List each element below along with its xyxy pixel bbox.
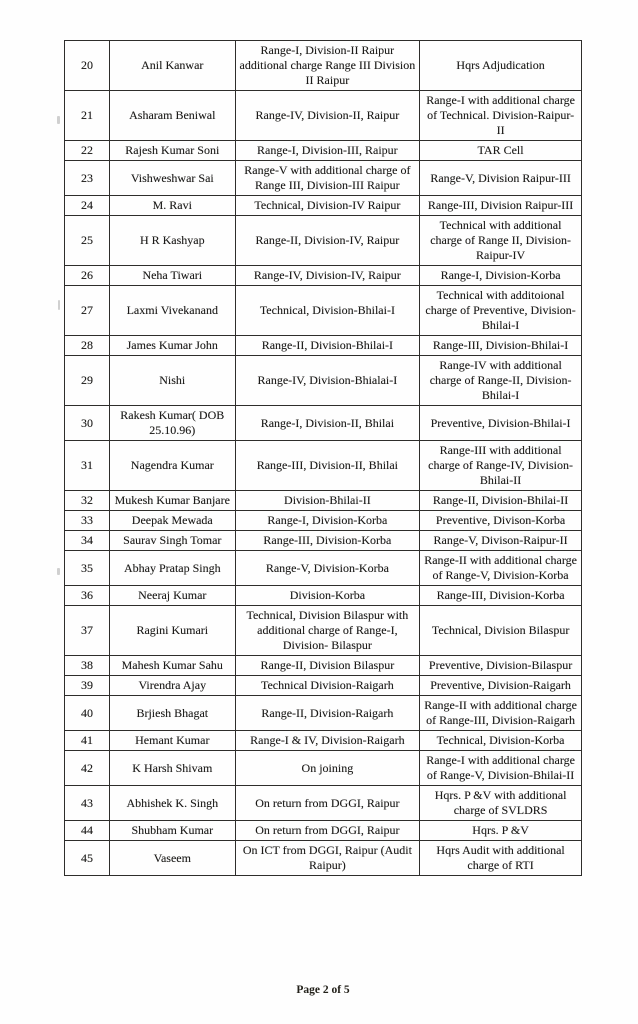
serial-number-cell: 23 (65, 161, 110, 196)
present-posting-cell: Range-III, Division-II, Bhilai (235, 441, 420, 491)
serial-number-cell: 22 (65, 141, 110, 161)
serial-number-cell: 31 (65, 441, 110, 491)
table-row (65, 841, 582, 876)
new-posting-cell: Range-III, Division Raipur-III (420, 196, 582, 216)
serial-number-cell: 37 (65, 606, 110, 656)
table-row (65, 821, 582, 841)
present-posting-cell: Range-I & IV, Division-Raigarh (235, 731, 420, 751)
present-posting-cell: Technical, Division Bilaspur with additional charge of Range-I, Division- Bilaspur (235, 606, 420, 656)
officer-name-cell: H R Kashyap (109, 216, 235, 266)
table-row (65, 586, 582, 606)
officer-name-cell: Anil Kanwar (109, 41, 235, 91)
table-row (65, 336, 582, 356)
officer-name-cell: Abhay Pratap Singh (109, 551, 235, 586)
present-posting-cell: Range-I, Division-II, Bhilai (235, 406, 420, 441)
serial-number-cell: 39 (65, 676, 110, 696)
present-posting-cell: Range-V, Division-Korba (235, 551, 420, 586)
new-posting-cell: Hqrs. P &V (420, 821, 582, 841)
serial-number-cell: 41 (65, 731, 110, 751)
officer-name-cell: James Kumar John (109, 336, 235, 356)
officer-name-cell: Ragini Kumari (109, 606, 235, 656)
present-posting-cell: Range-I, Division-II Raipur additional charge Range III Division II Raipur (235, 41, 420, 91)
new-posting-cell: Preventive, Divison-Korba (420, 511, 582, 531)
scan-artifact (57, 568, 60, 575)
new-posting-cell: Technical, Division-Korba (420, 731, 582, 751)
present-posting-cell: Technical Division-Raigarh (235, 676, 420, 696)
transfer-postings-table (64, 40, 582, 876)
officer-name-cell: Shubham Kumar (109, 821, 235, 841)
table-row (65, 216, 582, 266)
officer-name-cell: M. Ravi (109, 196, 235, 216)
new-posting-cell: Range-V, Divison-Raipur-II (420, 531, 582, 551)
serial-number-cell: 42 (65, 751, 110, 786)
new-posting-cell: Range-IV with additional charge of Range-II, Division-Bhilai-I (420, 356, 582, 406)
present-posting-cell: Range-IV, Division-Bhialai-I (235, 356, 420, 406)
new-posting-cell: Range-I with additional charge of Range-V, Division-Bhilai-II (420, 751, 582, 786)
serial-number-cell: 26 (65, 266, 110, 286)
new-posting-cell: Preventive, Division-Bhilai-I (420, 406, 582, 441)
officer-name-cell: Rakesh Kumar( DOB 25.10.96) (109, 406, 235, 441)
officer-name-cell: Nishi (109, 356, 235, 406)
postings-table-wrap (64, 40, 582, 876)
officer-name-cell: Abhishek K. Singh (109, 786, 235, 821)
present-posting-cell: Technical, Division-IV Raipur (235, 196, 420, 216)
serial-number-cell: 28 (65, 336, 110, 356)
new-posting-cell: TAR Cell (420, 141, 582, 161)
table-row (65, 656, 582, 676)
officer-name-cell: Virendra Ajay (109, 676, 235, 696)
officer-name-cell: Vaseem (109, 841, 235, 876)
serial-number-cell: 27 (65, 286, 110, 336)
present-posting-cell: Range-II, Division Bilaspur (235, 656, 420, 676)
new-posting-cell: Range-III with additional charge of Range-IV, Division-Bhilai-II (420, 441, 582, 491)
new-posting-cell: Preventive, Division-Raigarh (420, 676, 582, 696)
present-posting-cell: Range-II, Division-Bhilai-I (235, 336, 420, 356)
serial-number-cell: 45 (65, 841, 110, 876)
table-row (65, 266, 582, 286)
table-row (65, 91, 582, 141)
present-posting-cell: On ICT from DGGI, Raipur (Audit Raipur) (235, 841, 420, 876)
serial-number-cell: 34 (65, 531, 110, 551)
table-row (65, 551, 582, 586)
present-posting-cell: On joining (235, 751, 420, 786)
table-row (65, 441, 582, 491)
new-posting-cell: Technical with additional charge of Range II, Division-Raipur-IV (420, 216, 582, 266)
table-row (65, 606, 582, 656)
present-posting-cell: Technical, Division-Bhilai-I (235, 286, 420, 336)
officer-name-cell: Neha Tiwari (109, 266, 235, 286)
new-posting-cell: Preventive, Division-Bilaspur (420, 656, 582, 676)
present-posting-cell: Range-IV, Division-IV, Raipur (235, 266, 420, 286)
officer-name-cell: Vishweshwar Sai (109, 161, 235, 196)
table-row (65, 161, 582, 196)
new-posting-cell: Hqrs Audit with additional charge of RTI (420, 841, 582, 876)
serial-number-cell: 33 (65, 511, 110, 531)
new-posting-cell: Range-II with additional charge of Range-V, Division-Korba (420, 551, 582, 586)
present-posting-cell: Division-Korba (235, 586, 420, 606)
serial-number-cell: 38 (65, 656, 110, 676)
present-posting-cell: Division-Bhilai-II (235, 491, 420, 511)
officer-name-cell: Rajesh Kumar Soni (109, 141, 235, 161)
serial-number-cell: 32 (65, 491, 110, 511)
table-row (65, 406, 582, 441)
present-posting-cell: Range-IV, Division-II, Raipur (235, 91, 420, 141)
scan-artifact (58, 300, 60, 310)
new-posting-cell: Technical with additoional charge of Preventive, Division-Bhilai-I (420, 286, 582, 336)
new-posting-cell: Range-V, Division Raipur-III (420, 161, 582, 196)
new-posting-cell: Hqrs Adjudication (420, 41, 582, 91)
officer-name-cell: K Harsh Shivam (109, 751, 235, 786)
present-posting-cell: Range-II, Division-Raigarh (235, 696, 420, 731)
new-posting-cell: Hqrs. P &V with additional charge of SVLDRS (420, 786, 582, 821)
new-posting-cell: Range-II with additional charge of Range-III, Division-Raigarh (420, 696, 582, 731)
table-row (65, 696, 582, 731)
officer-name-cell: Mahesh Kumar Sahu (109, 656, 235, 676)
new-posting-cell: Range-II, Division-Bhilai-II (420, 491, 582, 511)
table-row (65, 751, 582, 786)
table-row (65, 731, 582, 751)
serial-number-cell: 44 (65, 821, 110, 841)
officer-name-cell: Mukesh Kumar Banjare (109, 491, 235, 511)
present-posting-cell: Range-V with additional charge of Range III, Division-III Raipur (235, 161, 420, 196)
table-row (65, 491, 582, 511)
serial-number-cell: 43 (65, 786, 110, 821)
officer-name-cell: Hemant Kumar (109, 731, 235, 751)
table-row (65, 141, 582, 161)
table-row (65, 676, 582, 696)
serial-number-cell: 29 (65, 356, 110, 406)
serial-number-cell: 36 (65, 586, 110, 606)
table-row (65, 286, 582, 336)
present-posting-cell: Range-III, Division-Korba (235, 531, 420, 551)
new-posting-cell: Technical, Division Bilaspur (420, 606, 582, 656)
present-posting-cell: On return from DGGI, Raipur (235, 786, 420, 821)
present-posting-cell: Range-I, Division-Korba (235, 511, 420, 531)
serial-number-cell: 25 (65, 216, 110, 266)
new-posting-cell: Range-III, Division-Korba (420, 586, 582, 606)
table-row (65, 511, 582, 531)
officer-name-cell: Neeraj Kumar (109, 586, 235, 606)
serial-number-cell: 30 (65, 406, 110, 441)
officer-name-cell: Saurav Singh Tomar (109, 531, 235, 551)
page-footer: Page 2 of 5 (296, 984, 350, 996)
table-row (65, 531, 582, 551)
serial-number-cell: 24 (65, 196, 110, 216)
present-posting-cell: Range-II, Division-IV, Raipur (235, 216, 420, 266)
new-posting-cell: Range-III, Division-Bhilai-I (420, 336, 582, 356)
serial-number-cell: 20 (65, 41, 110, 91)
present-posting-cell: On return from DGGI, Raipur (235, 821, 420, 841)
scan-artifact (57, 116, 60, 124)
officer-name-cell: Nagendra Kumar (109, 441, 235, 491)
serial-number-cell: 35 (65, 551, 110, 586)
officer-name-cell: Brjiesh Bhagat (109, 696, 235, 731)
officer-name-cell: Asharam Beniwal (109, 91, 235, 141)
table-row (65, 41, 582, 91)
new-posting-cell: Range-I with additional charge of Technical. Division-Raipur-II (420, 91, 582, 141)
serial-number-cell: 40 (65, 696, 110, 731)
present-posting-cell: Range-I, Division-III, Raipur (235, 141, 420, 161)
table-row (65, 356, 582, 406)
officer-name-cell: Laxmi Vivekanand (109, 286, 235, 336)
postings-table-body (65, 41, 582, 876)
table-row (65, 786, 582, 821)
table-row (65, 196, 582, 216)
new-posting-cell: Range-I, Division-Korba (420, 266, 582, 286)
officer-name-cell: Deepak Mewada (109, 511, 235, 531)
serial-number-cell: 21 (65, 91, 110, 141)
